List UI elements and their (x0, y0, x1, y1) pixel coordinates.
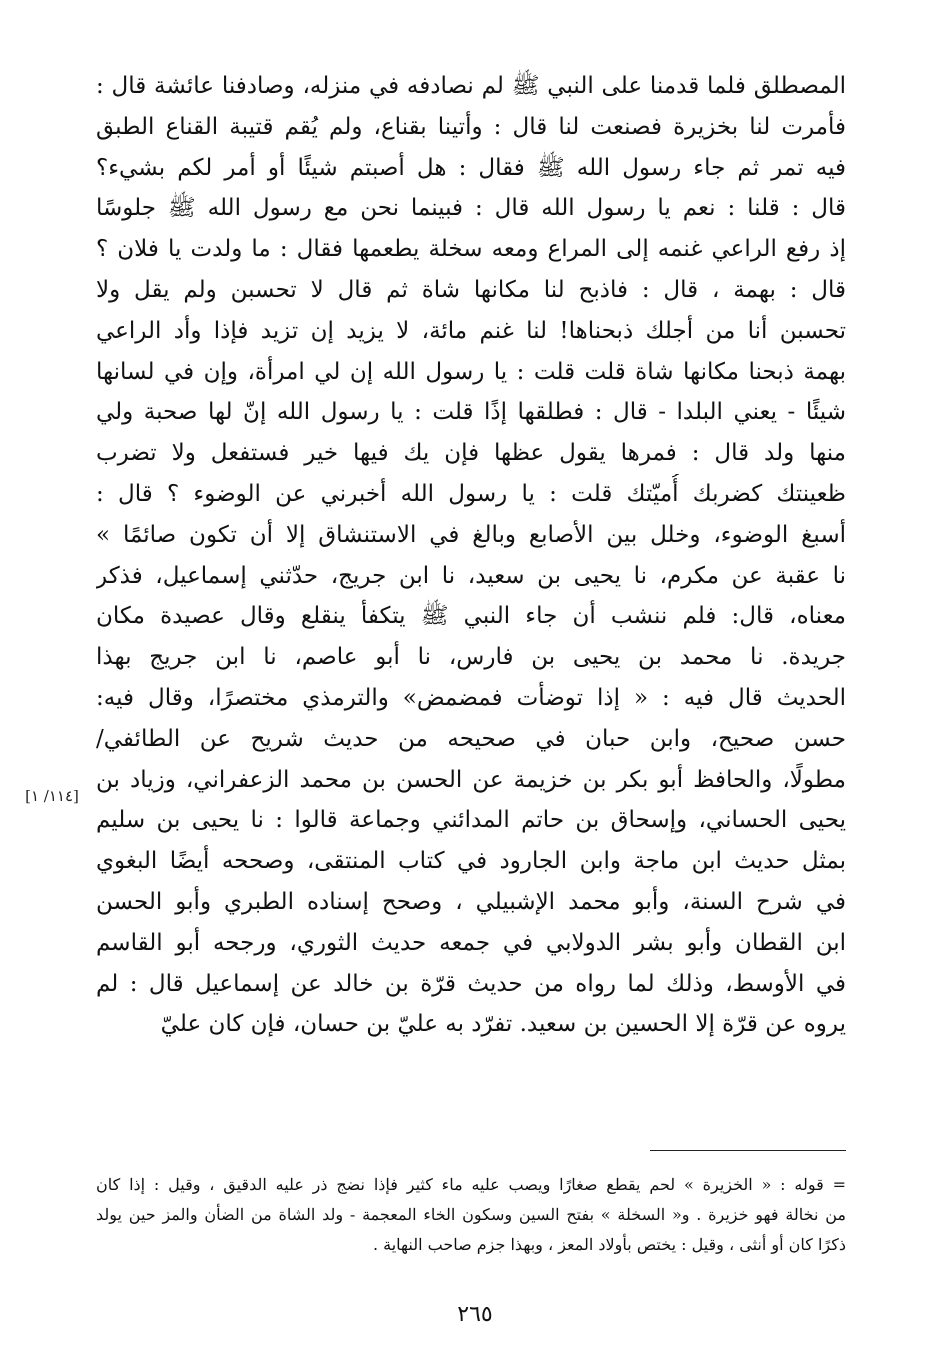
text-line: ابن القطان وأبو بشر الدولابي في جمعه حديث الثوري، ورجحه أبو القاسم (96, 929, 846, 956)
footnote-line: = قوله : « الخزيرة » لحم يقطع صغارًا ويصب عليه ماء كثير فإذا نضج ذر عليه الدقيق ، وقيل : إذا كان (96, 1175, 846, 1194)
main-text-block (96, 66, 846, 1045)
text-line: يحيى الحساني، وإسحاق بن حاتم المدائني وجماعة قالوا : نا يحيى بن سليم (96, 807, 846, 834)
text-line: أسبغ الوضوء، وخلل بين الأصابع وبالغ في الاستنشاق إلا أن تكون صائمًا » (96, 521, 846, 548)
text-line: الحديث قال فيه : « إذا توضأت فمضمض» والترمذي مختصرًا، وقال فيه: (96, 684, 846, 711)
text-line: بهمة ذبحنا مكانها شاة قلت قلت : يا رسول الله إن لي امرأة، وإن في لسانها (96, 358, 846, 385)
text-line: قال : قلنا : نعم يا رسول الله قال : فبينما نحن مع رسول الله ﷺ جلوسًا (96, 195, 846, 222)
footnote-line: ذكرًا كان أو أنثى ، وقيل : يختص بأولاد المعز ، وبهذا جزم صاحب النهاية . (372, 1235, 846, 1254)
text-line: إذ رفع الراعي غنمه إلى المراع ومعه سخلة يطعمها فقال : ما ولدت يا فلان ؟ (96, 236, 846, 263)
text-line: فيه تمر ثم جاء رسول الله ﷺ فقال : هل أصبتم شيئًا أو أمر لكم بشيء؟ (96, 154, 846, 181)
footnote-line: من نخالة فهو خزيرة . و« السخلة » بفتح السين وسكون الخاء المعجمة - ولد الشاة من الضأن والمز حين يولد (96, 1205, 846, 1224)
text-line: بمثل حديث ابن ماجة وابن الجارود في كتاب المنتقى، وصححه أيضًا البغوي (96, 848, 846, 875)
text-line: قال : بهمة ، قال : فاذبح لنا مكانها شاة ثم قال لا تحسبن ولم يقل ولا (96, 276, 846, 303)
text-line: شيئًا - يعني البلدا - قال : فطلقها إذًا قلت : يا رسول الله إنّ لها صحبة ولي (96, 399, 846, 426)
page-number: ٢٦٥ (457, 1302, 493, 1327)
text-line: نا عقبة عن مكرم، نا يحيى بن سعيد، نا ابن جريج، حدّثني إسماعيل، فذكر (96, 562, 846, 589)
text-line: المصطلق فلما قدمنا على النبي ﷺ لم نصادفه في منزله، وصادفنا عائشة قال : (96, 73, 846, 99)
text-line: ظعينتك كضربك أُميّتك قلت : يا رسول الله أخبرني عن الوضوء ؟ قال : (96, 480, 846, 507)
text-line: في الأوسط، وذلك لما رواه من حديث قرّة بن خالد عن إسماعيل قال : لم (96, 970, 846, 997)
text-line: حسن صحيح، وابن حبان في صحيحه من حديث شريح عن الطائفي/ (96, 725, 846, 752)
text-line: مطولًا، والحافظ أبو بكر بن خزيمة عن الحسن بن محمد الزعفراني، وزياد بن (96, 766, 846, 793)
text-line: يروه عن قرّة إلا الحسين بن سعيد. تفرّد به عليّ بن حسان، فإن كان عليّ (160, 1011, 846, 1038)
text-line: تحسبن أنا من أجلك ذبحناها! لنا غنم مائة، لا يزيد إن تزيد فإذا وأد الراعي (96, 317, 846, 344)
text-line: معناه، قال: فلم ننشب أن جاء النبي ﷺ يتكفأ ينقلع وقال عصيدة مكان (96, 603, 846, 630)
text-line: منها ولد قال : فمرها يقول عظها فإن يك فيها خير فستفعل ولا تضرب (96, 440, 846, 467)
manuscript-folio-reference: [١١٤/ ١] (25, 787, 79, 805)
footnotes-block (96, 1170, 846, 1260)
text-line: في شرح السنة، وأبو محمد الإشبيلي ، وصحح إسناده الطبري وأبو الحسن (96, 888, 846, 915)
footnote-separator (650, 1150, 846, 1151)
text-line: فأمرت لنا بخزيرة فصنعت لنا قال : وأتينا بقناع، ولم يُقم قتيبة القناع الطبق (96, 113, 846, 140)
text-line: جريدة. نا محمد بن يحيى بن فارس، نا أبو عاصم، نا ابن جريج بهذا (96, 644, 846, 671)
